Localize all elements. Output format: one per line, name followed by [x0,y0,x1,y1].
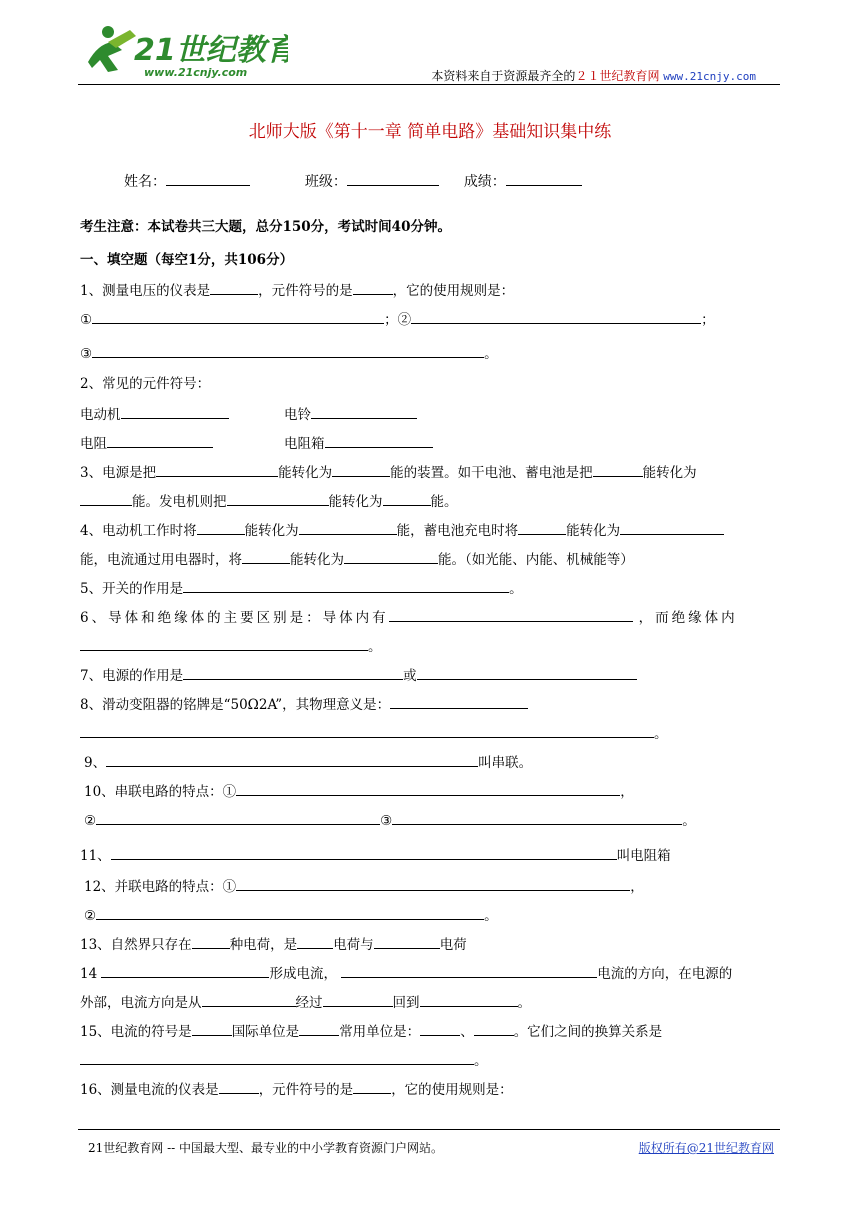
copyright-link[interactable]: 版权所有@21世纪教育网 [638,1141,774,1155]
runner-logo-icon [78,22,288,88]
blank[interactable] [96,810,380,825]
question-11: 11、 叫电阻箱 [80,845,671,866]
blank[interactable] [390,694,528,709]
blank[interactable] [183,665,403,680]
header-note-prefix: 本资料来自于资源最齐全的 [431,69,576,83]
question-4: 4、电动机工作时将 能转化为 能，蓄电池充电时将 能转化为 [80,520,724,541]
blank[interactable] [183,578,509,593]
blank[interactable] [80,723,654,738]
header-note-url[interactable]: www.21cnjy.com [663,70,756,83]
question-2: 2、常见的元件符号： [80,376,211,392]
blank[interactable] [92,309,384,324]
blank[interactable] [332,462,390,477]
blank[interactable] [299,1021,339,1036]
header-note-site: ２１世纪教育网 [575,69,660,83]
question-13: 13、自然界只存在 种电荷，是 电荷与 电荷 [80,934,467,955]
exam-notice: 考生注意：本试卷共三大题，总分150分，考试时间40分钟。 [80,219,451,235]
blank[interactable] [92,343,484,358]
blank[interactable] [80,1050,474,1065]
class-field[interactable] [347,171,439,186]
question-3: 3、电源是把 能转化为 能的装置。如干电池、蓄电池是把 能转化为 [80,462,697,483]
question-5: 5、开关的作用是 。 [80,578,523,599]
blank[interactable] [107,433,213,448]
blank[interactable] [389,607,633,622]
blank[interactable] [593,462,643,477]
blank[interactable] [420,992,518,1007]
question-12: 12、并联电路的特点：① ， [84,876,644,897]
blank[interactable] [383,491,431,506]
blank[interactable] [236,876,630,891]
header-note [431,67,756,84]
question-15-cont: 。 [80,1050,488,1071]
question-4-cont: 能，电流通过用电器时，将 能转化为 能。（如光能、内能、机械能等） [80,549,634,570]
blank[interactable] [353,280,393,295]
blank[interactable] [374,934,440,949]
blank[interactable] [210,280,258,295]
question-16: 16、测量电流的仪表是 ，元件符号的是 ，它的使用规则是： [80,1079,513,1100]
blank[interactable] [111,845,617,860]
question-14-cont: 外部，电流方向是从 经过 回到 。 [80,992,531,1013]
question-2-row-2b: 电阻箱 [284,433,433,454]
question-2-row-2: 电阻 [80,433,213,454]
header-divider [78,84,780,85]
blank[interactable] [620,520,724,535]
blank[interactable] [299,520,397,535]
blank[interactable] [192,1021,232,1036]
question-6: 6、导体和绝缘体的主要区别是：导体内有 ，而绝缘体内 [80,607,780,628]
name-label: 姓名： [124,174,166,190]
blank[interactable] [311,404,417,419]
blank[interactable] [202,992,296,1007]
logo-text: 21世纪教育 [134,33,288,68]
blank[interactable] [474,1021,514,1036]
question-10-cont: ② ③ 。 [84,810,696,831]
blank[interactable] [101,963,269,978]
score-label: 成绩： [463,174,506,190]
blank[interactable] [236,781,620,796]
blank[interactable] [80,491,132,506]
blank[interactable] [219,1079,259,1094]
blank[interactable] [518,520,566,535]
class-label: 班级： [304,174,347,190]
logo-url: www.21cnjy.com [144,66,248,79]
blank[interactable] [96,905,484,920]
question-15: 15、电流的符号是 国际单位是 常用单位是： 、 。它们之间的换算关系是 [80,1021,662,1042]
blank[interactable] [411,309,701,324]
question-2-row-1: 电动机 [80,404,229,425]
blank[interactable] [106,752,478,767]
blank[interactable] [121,404,229,419]
question-1-rules-a: ① ；② ； [80,309,715,330]
question-6-cont: 。 [80,636,382,657]
blank[interactable] [227,491,329,506]
student-fields [124,171,582,191]
question-1: 1、测量电压的仪表是 ，元件符号的是 ，它的使用规则是： [80,280,514,301]
question-12-cont: ② 。 [84,905,498,926]
blank[interactable] [353,1079,391,1094]
question-8: 8、滑动变阻器的铭牌是“50Ω2A”，其物理意义是： [80,694,528,715]
blank[interactable] [80,636,368,651]
site-logo [78,22,288,88]
question-3-cont: 能。发电机则把 能转化为 能。 [80,491,458,512]
question-7: 7、电源的作用是 或 [80,665,637,686]
blank[interactable] [392,810,682,825]
name-field[interactable] [166,171,250,186]
blank[interactable] [156,462,278,477]
blank[interactable] [323,992,393,1007]
section-heading: 一、填空题（每空1分，共106分） [80,252,294,268]
question-14: 14 形成电流， 电流的方向，在电源的 [80,963,732,984]
blank[interactable] [344,549,438,564]
page-title: 北师大版《第十一章 简单电路》基础知识集中练 [248,122,612,142]
blank[interactable] [242,549,290,564]
blank[interactable] [420,1021,460,1036]
blank[interactable] [297,934,333,949]
question-10: 10、串联电路的特点：① ， [84,781,634,802]
question-8-cont: 。 [80,723,668,744]
footer-text: 21世纪教育网 -- 中国最大型、最专业的中小学教育资源门户网站。 [88,1141,444,1155]
score-field[interactable] [506,171,582,186]
question-9: 9、 叫串联。 [84,752,532,773]
footer-divider [78,1129,780,1130]
blank[interactable] [417,665,637,680]
blank[interactable] [197,520,245,535]
blank[interactable] [325,433,433,448]
question-1-rules-b: ③ 。 [80,343,498,364]
blank[interactable] [341,963,597,978]
blank[interactable] [192,934,230,949]
question-2-row-1b: 电铃 [284,404,417,425]
